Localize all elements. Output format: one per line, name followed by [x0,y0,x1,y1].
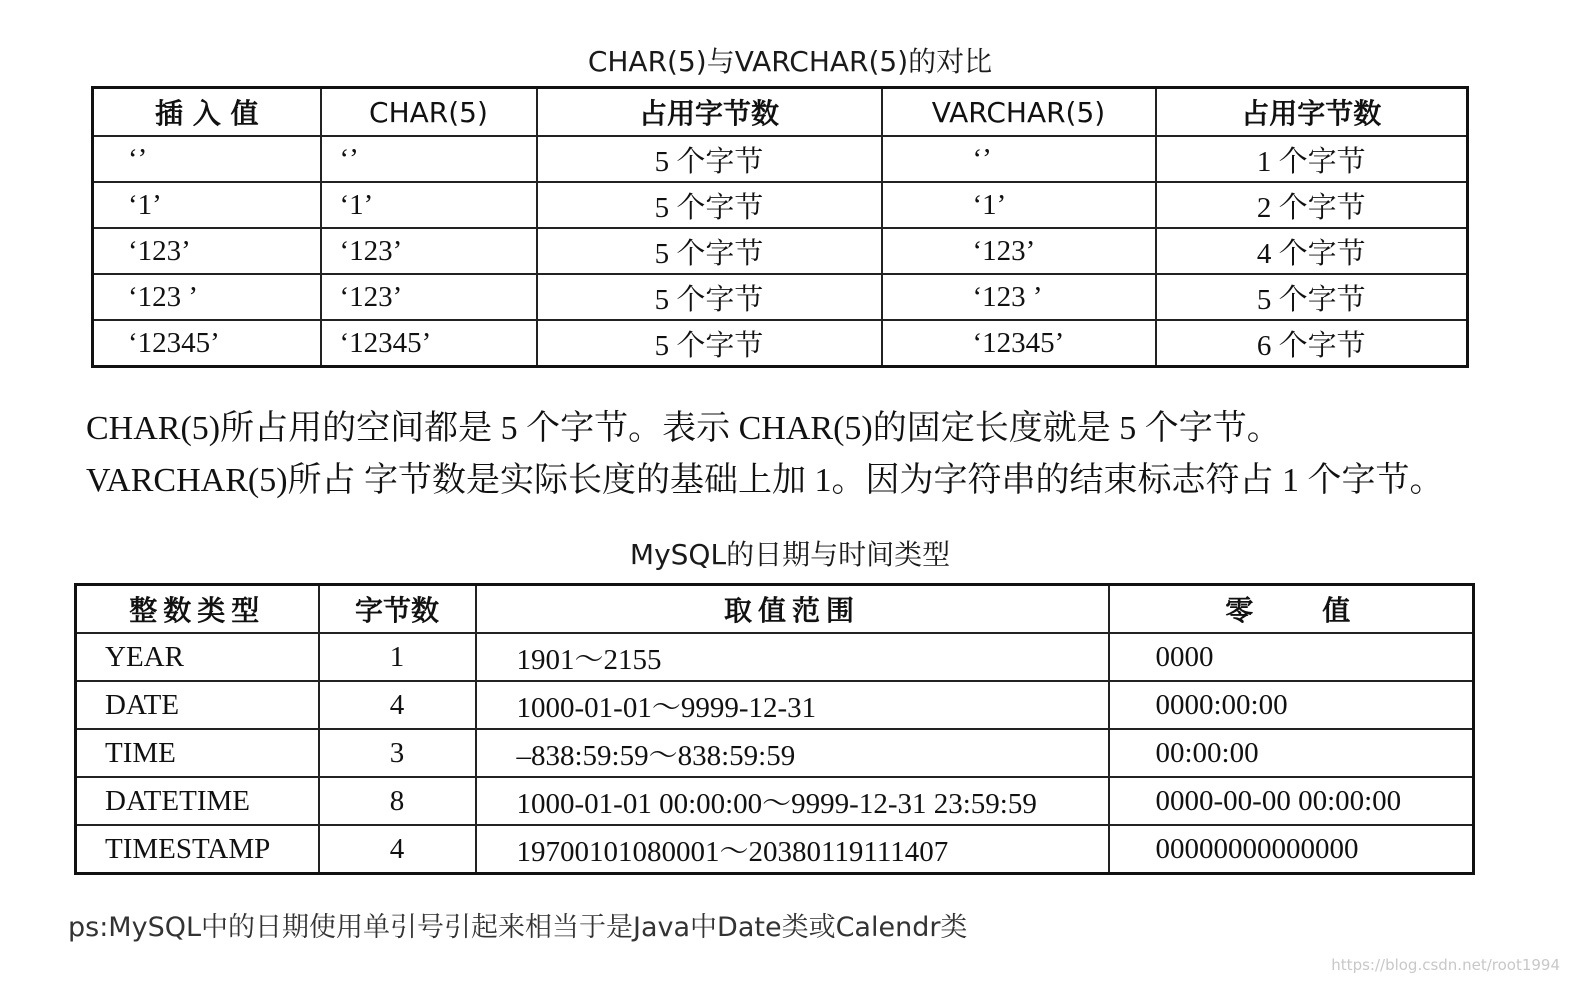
cell-zero-value: 0000 [1109,633,1474,681]
cell-char5: ‘1’ [321,182,537,228]
cell-bytes: 1 [319,633,476,681]
cell-varchar5: ‘123 ’ [882,274,1156,320]
cell-char-bytes: 5 个字节 [537,136,882,182]
cell-zero-value: 00000000000000 [1109,825,1474,874]
column-header-varchar5: VARCHAR(5) [882,88,1156,137]
table-row [93,136,1468,182]
cell-char-bytes: 5 个字节 [537,182,882,228]
cell-varchar-bytes: 4 个字节 [1156,228,1468,274]
column-header-zero-value: 零 值 [1109,585,1474,634]
table-row [76,729,1474,777]
column-header-char-bytes: 占用字节数 [537,88,882,137]
cell-bytes: 4 [319,825,476,874]
cell-type: DATE [76,681,319,729]
cell-range: 19700101080001～20380119111407 [476,825,1109,874]
cell-varchar5: ‘’ [882,136,1156,182]
cell-char5: ‘123’ [321,274,537,320]
table2-title: MySQL的日期与时间类型 [629,538,951,571]
cell-range: 1901～2155 [476,633,1109,681]
cell-insert-value: ‘12345’ [93,320,321,367]
table-row [93,274,1468,320]
cell-char-bytes: 5 个字节 [537,320,882,367]
cell-insert-value: ‘123 ’ [93,274,321,320]
cell-bytes: 3 [319,729,476,777]
cell-type: TIME [76,729,319,777]
cell-bytes: 4 [319,681,476,729]
table-row [93,182,1468,228]
cell-zero-value: 0000:00:00 [1109,681,1474,729]
table-row [76,633,1474,681]
cell-char-bytes: 5 个字节 [537,274,882,320]
cell-varchar5: ‘123’ [882,228,1156,274]
cell-type: YEAR [76,633,319,681]
table-row [93,228,1468,274]
cell-insert-value: ‘123’ [93,228,321,274]
cell-type: DATETIME [76,777,319,825]
char-varchar-comparison-table [91,86,1469,368]
cell-char5: ‘’ [321,136,537,182]
watermark: https://blog.csdn.net/root1994 [1331,956,1560,974]
cell-char5: ‘123’ [321,228,537,274]
column-header-varchar-bytes: 占用字节数 [1156,88,1468,137]
cell-range: –838:59:59～838:59:59 [476,729,1109,777]
cell-bytes: 8 [319,777,476,825]
cell-varchar-bytes: 1 个字节 [1156,136,1468,182]
cell-zero-value: 0000-00-00 00:00:00 [1109,777,1474,825]
table-row [76,825,1474,874]
column-header-range: 取值范围 [476,585,1109,634]
cell-zero-value: 00:00:00 [1109,729,1474,777]
table-header-row [93,88,1468,137]
cell-range: 1000-01-01 00:00:00～9999-12-31 23:59:59 [476,777,1109,825]
mysql-datetime-types-table [74,583,1475,875]
cell-varchar5: ‘1’ [882,182,1156,228]
cell-type: TIMESTAMP [76,825,319,874]
table-row [76,681,1474,729]
explanation-line-1: CHAR(5)所占用的空间都是 5 个字节。表示 CHAR(5)的固定长度就是 5 个字节。 [86,410,1281,447]
cell-varchar-bytes: 6 个字节 [1156,320,1468,367]
cell-char-bytes: 5 个字节 [537,228,882,274]
cell-insert-value: ‘1’ [93,182,321,228]
column-header-insert-value: 插 入 值 [93,88,321,137]
cell-varchar-bytes: 2 个字节 [1156,182,1468,228]
column-header-bytes: 字节数 [319,585,476,634]
cell-varchar-bytes: 5 个字节 [1156,274,1468,320]
column-header-char5: CHAR(5) [321,88,537,137]
cell-varchar5: ‘12345’ [882,320,1156,367]
cell-range: 1000-01-01～9999-12-31 [476,681,1109,729]
note-text: ps:MySQL中的日期使用单引号引起来相当于是Java中Date类或Calendr类 [68,912,968,943]
cell-char5: ‘12345’ [321,320,537,367]
table-header-row [76,585,1474,634]
table1-title: CHAR(5)与VARCHAR(5)的对比 [587,45,993,78]
cell-insert-value: ‘’ [93,136,321,182]
column-header-type: 整数类型 [76,585,319,634]
explanation-line-2: VARCHAR(5)所占 字节数是实际长度的基础上加 1。因为字符串的结束标志符占 1 个字节。 [86,462,1444,499]
table-row [93,320,1468,367]
table-row [76,777,1474,825]
